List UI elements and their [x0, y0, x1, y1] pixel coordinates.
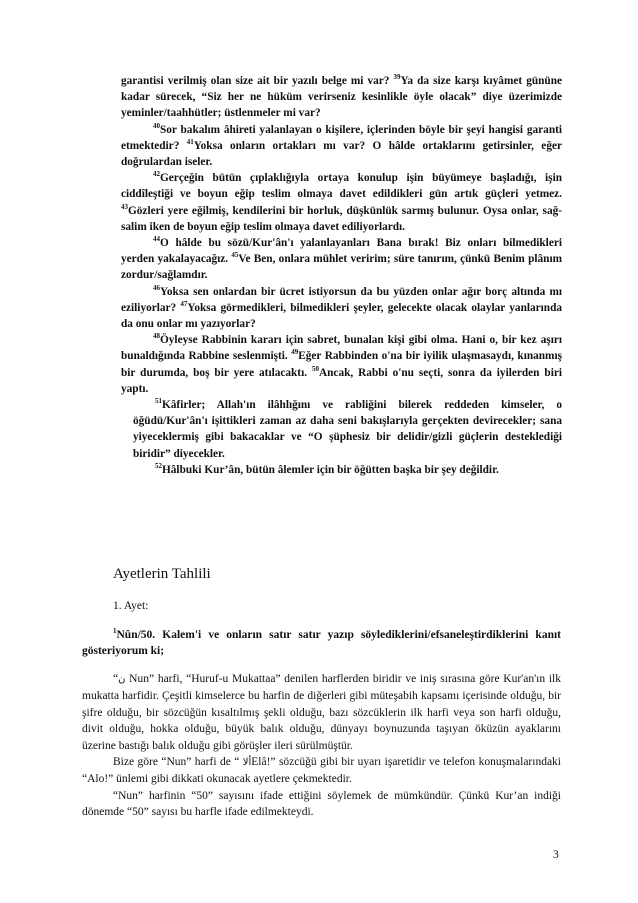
text-run: O hâlde bu sözü/Kur'ân'ı yalanlayanları Bana bırak! Biz onları bilmedikleri yerden yakalayacağız. [121, 237, 562, 266]
page-number: 3 [553, 849, 559, 861]
ayet-heading-number: 1 [113, 627, 117, 636]
commentary-paragraph [82, 788, 561, 821]
verse-number: 39 [393, 73, 401, 82]
verse-number: 51 [155, 397, 162, 406]
verse-number: 48 [153, 332, 160, 341]
verse-number: 47 [180, 300, 188, 309]
text-run: Ya da size karşı kıyâmet gününe kadar sürecek, “Siz her ne hüküm verirseniz kesinlikle öyle olacak” diye üzerimizde yeminler/taahhütler; üstlenmeler mi var? [121, 75, 562, 120]
text-run: Yoksa görmedikleri, bilmedikleri şeyler, gelecekte olacak olaylar yanlarında da onu onlar mı yazıyorlar? [121, 301, 562, 331]
text-run: Öyleyse Rabbinin kararı için sabret, bunalan kişi gibi olma. Hani o, bir kez aşırı bunaldığında Rabbine seslenmişti. [121, 334, 562, 363]
commentary-body [82, 671, 561, 821]
section-title: Ayetlerin Tahlili [113, 566, 211, 582]
verse-number: 46 [153, 283, 160, 292]
text-run: Yoksa onların ortakları mı var? O hâlde ortaklarını getirsinler, eğer doğrulardan iseler. [121, 139, 562, 169]
text-run: “ [113, 673, 119, 685]
text-run: Bize göre “Nun” harfi de “ [113, 756, 243, 769]
text-run: Nun” harfi, “Huruf-u Mukattaa” denilen harflerden biridir ve iniş sırasına göre Kur'an'ın ilk mukatta harfidir. Çeşitli kimselerce bu harfin de diğerleri gibi müteşabih kapsamı içerisinde olduğu, bir şifre olduğu, bir sözcüğün kısaltılmış şekli olduğu, bazı sözcüklerin ilk harfi veya son harfi olduğu, divit olduğu, hokka olduğu, büyük balık olduğu, dünyayı boynuzunda taşıyan öküzün ayaklarını üzerine bastığı balık olduğu gibi görüşler ileri sürülmüştür. [82, 673, 561, 752]
verse-number: 49 [291, 348, 299, 357]
text-run: Gerçeğin bütün çıplaklığıyla ortaya konulup işin büyümeye başladığı, işin ciddîleştiği ve boyun eğip teslim olmaya davet edildikleri gün artık güçleri yetmez. [121, 172, 562, 201]
text-run: Hâlbuki Kur’ân, bütün âlemler için bir öğütten başka bir şey değildir. [162, 463, 499, 476]
verse-number: 50 [311, 364, 319, 373]
text-run: Kâfirler; Allah'ın ilâhlığını ve rabliğini bilerek reddeden kimseler, o öğüdü/Kur'ân'ı işittikleri zaman az daha seni bakışlarıyla gerçekten devirecekler; sana yiyeceklermiş gibi bakacaklar ve “O şüphesiz bir delidir/gizli güçlerin desteklediği biridir” diyecekler. [133, 399, 562, 460]
ayet-heading [82, 627, 561, 660]
commentary-paragraph [82, 754, 561, 788]
ayet-heading-text: Nûn/50. Kalem'i ve onların satır satır yazıp söylediklerini/efsaneleştirdiklerini kanıt gösteriyorum ki; [82, 629, 561, 658]
verse-paragraph [121, 462, 562, 478]
arabic-text: ن [118, 674, 126, 685]
commentary-paragraph [82, 671, 561, 754]
arabic-text: ألا [242, 757, 252, 769]
verse-number: 41 [186, 138, 194, 147]
text-run: Ve Ben, onlara mühlet veririm; süre tanırım, çünkü Benim plânım zordur/sağlamdır. [121, 253, 562, 282]
verse-paragraph [121, 235, 562, 284]
text-run: Sor bakalım âhireti yalanlayan o kişilere, içlerinden böyle bir şeyi hangisi garanti etmektedir? [121, 123, 562, 152]
verse-paragraph [121, 122, 562, 171]
verse-paragraph [121, 332, 562, 397]
verse-paragraph [121, 284, 562, 333]
text-run: garantisi verilmiş olan size ait bir yazılı belge mi var? [121, 75, 394, 87]
verse-number: 45 [231, 251, 239, 260]
verse-translation-block [121, 73, 562, 478]
verse-number: 44 [153, 235, 160, 244]
ayet-label: 1. Ayet: [113, 600, 149, 612]
verse-number: 42 [153, 170, 160, 179]
verse-number: 43 [121, 202, 128, 211]
verse-number: 52 [155, 462, 162, 471]
text-run: “Nun” harfinin “50” sayısını ifade ettiğini söylemek de mümkündür. Çünkü Kur’an indiği dönemde “50” sayısı bu harfle ifade edilmekteydi. [82, 789, 561, 819]
text-run: Yoksa sen onlardan bir ücret istiyorsun da bu yüzden onlar ağır borç altında mı eziliyorlar? [121, 285, 562, 314]
text-run: Gözleri yere eğilmiş, kendilerini bir horluk, düşkünlük sarmış bulunur. Oysa onlar, sağ-salim iken de boyun eğip teslim olmaya davet ediliyorlardı. [121, 204, 562, 233]
verse-paragraph [121, 397, 562, 462]
text-run: Ancak, Rabbi o'nu seçti, sonra da iyilerden biri yaptı. [121, 366, 562, 395]
verse-number: 40 [153, 121, 160, 130]
text-run: Elâ!” sözcüğü gibi bir uyarı işaretidir ve telefon konuşmalarındaki “Alo!” ünlemi gibi dikkati okunacak ayetlere çekmektedir. [82, 756, 561, 786]
verse-paragraph [121, 170, 562, 235]
verse-paragraph [121, 73, 562, 122]
text-run: Eğer Rabbinden o'na bir iyilik ulaşmasaydı, kınanmış bir durumda, boş bir yere atılacaktı. [121, 350, 562, 379]
